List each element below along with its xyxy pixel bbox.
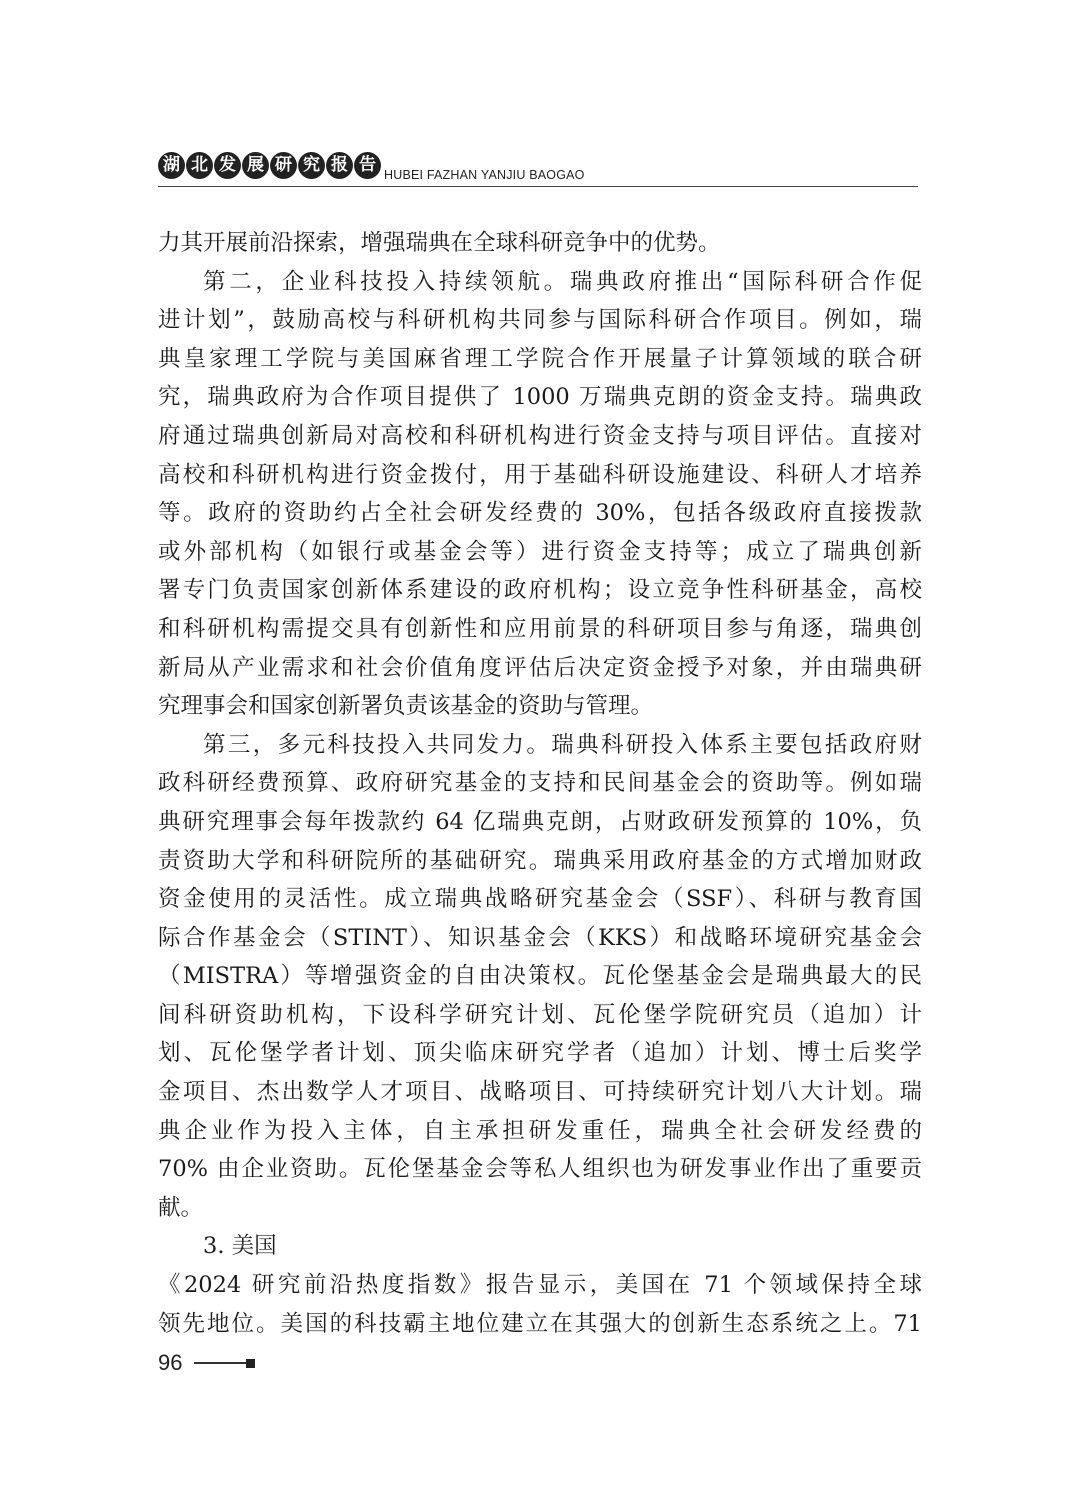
text-line: 和科研机构需提交具有创新性和应用前景的科研项目参与角逐，瑞典创 xyxy=(158,615,922,642)
text-line: 典研究理事会每年拨款约 64 亿瑞典克朗，占财政研发预算的 10%，负 xyxy=(158,808,922,835)
text-line: 进计划”，鼓励高校与科研机构共同参与国际科研合作项目。例如，瑞 xyxy=(158,307,922,334)
text-line: （MISTRA）等增强资金的自由决策权。瓦伦堡基金会是瑞典最大的民 xyxy=(158,963,922,990)
journal-logo xyxy=(158,152,382,179)
page-number: 96 xyxy=(158,1350,183,1375)
logo-char: 展 xyxy=(242,152,269,179)
body-text xyxy=(158,224,922,1343)
text-line: 献。 xyxy=(158,1194,204,1221)
logo-char: 发 xyxy=(214,152,241,179)
logo-char: 研 xyxy=(270,152,297,179)
text-line: 际合作基金会（STINT）、知识基金会（KKS）和战略环境研究基金会 xyxy=(158,924,922,951)
text-line: 府通过瑞典创新局对高校和科研机构进行资金支持与项目评估。直接对 xyxy=(158,422,922,449)
text-line: 究理事会和国家创新署负责该基金的资助与管理。 xyxy=(158,693,654,720)
header-latin-title: HUBEI FAZHAN YANJIU BAOGAO xyxy=(384,168,585,182)
logo-char: 报 xyxy=(326,152,353,179)
logo-char: 湖 xyxy=(158,152,185,179)
logo-char: 告 xyxy=(354,152,381,179)
text-line: 究，瑞典政府为合作项目提供了 1000 万瑞典克朗的资金支持。瑞典政 xyxy=(158,384,922,411)
text-line: 典皇家理工学院与美国麻省理工学院合作开展量子计算领域的联合研 xyxy=(158,345,922,372)
text-line: 新局从产业需求和社会价值角度评估后决定资金授予对象，并由瑞典研 xyxy=(158,654,922,681)
text-line: 高校和科研机构进行资金拨付，用于基础科研设施建设、科研人才培养 xyxy=(158,461,922,488)
text-line: 责资助大学和科研院所的基础研究。瑞典采用政府基金的方式增加财政 xyxy=(158,847,922,874)
text-line: 领先地位。美国的科技霸主地位建立在其强大的创新生态系统之上。71 xyxy=(158,1310,922,1337)
text-line: 政科研经费预算、政府研究基金的支持和民间基金会的资助等。例如瑞 xyxy=(158,770,922,797)
text-line: 或外部机构（如银行或基金会等）进行资金支持等；成立了瑞典创新 xyxy=(158,538,922,565)
logo-char: 北 xyxy=(186,152,213,179)
text-line: 力其开展前沿探索，增强瑞典在全球科研竞争中的优势。 xyxy=(158,230,721,256)
text-line: 署专门负责国家创新体系建设的政府机构；设立竞争性科研基金，高校 xyxy=(158,577,922,604)
text-line: 第二，企业科技投入持续领航。瑞典政府推出“国际科研合作促 xyxy=(203,268,922,295)
text-line: 资金使用的灵活性。成立瑞典战略研究基金会（SSF）、科研与教育国 xyxy=(158,886,922,913)
text-line: 金项目、杰出数学人才项目、战略项目、可持续研究计划八大计划。瑞 xyxy=(158,1079,922,1106)
text-line: 70% 由企业资助。瓦伦堡基金会等私人组织也为研发事业作出了重要贡 xyxy=(158,1156,922,1183)
text-line: 第三，多元科技投入共同发力。瑞典科研投入体系主要包括政府财 xyxy=(203,731,922,758)
text-line: 《2024 研究前沿热度指数》报告显示，美国在 71 个领域保持全球 xyxy=(158,1272,922,1299)
page-footer xyxy=(158,1349,255,1377)
logo-char: 究 xyxy=(298,152,325,179)
text-line: 典企业作为投入主体，自主承担研发重任，瑞典全社会研发经费的 xyxy=(158,1117,922,1144)
text-line: 等。政府的资助约占全社会研发经费的 30%，包括各级政府直接拨款 xyxy=(158,500,922,527)
running-header xyxy=(158,152,918,187)
text-line: 间科研资助机构，下设科学研究计划、瓦伦堡学院研究员（追加）计 xyxy=(158,1001,922,1028)
footer-square-mark xyxy=(246,1359,255,1368)
section-heading: 3. 美国 xyxy=(203,1233,277,1260)
footer-rule xyxy=(194,1362,246,1364)
text-line: 划、瓦伦堡学者计划、顶尖临床研究学者（追加）计划、博士后奖学 xyxy=(158,1040,922,1067)
